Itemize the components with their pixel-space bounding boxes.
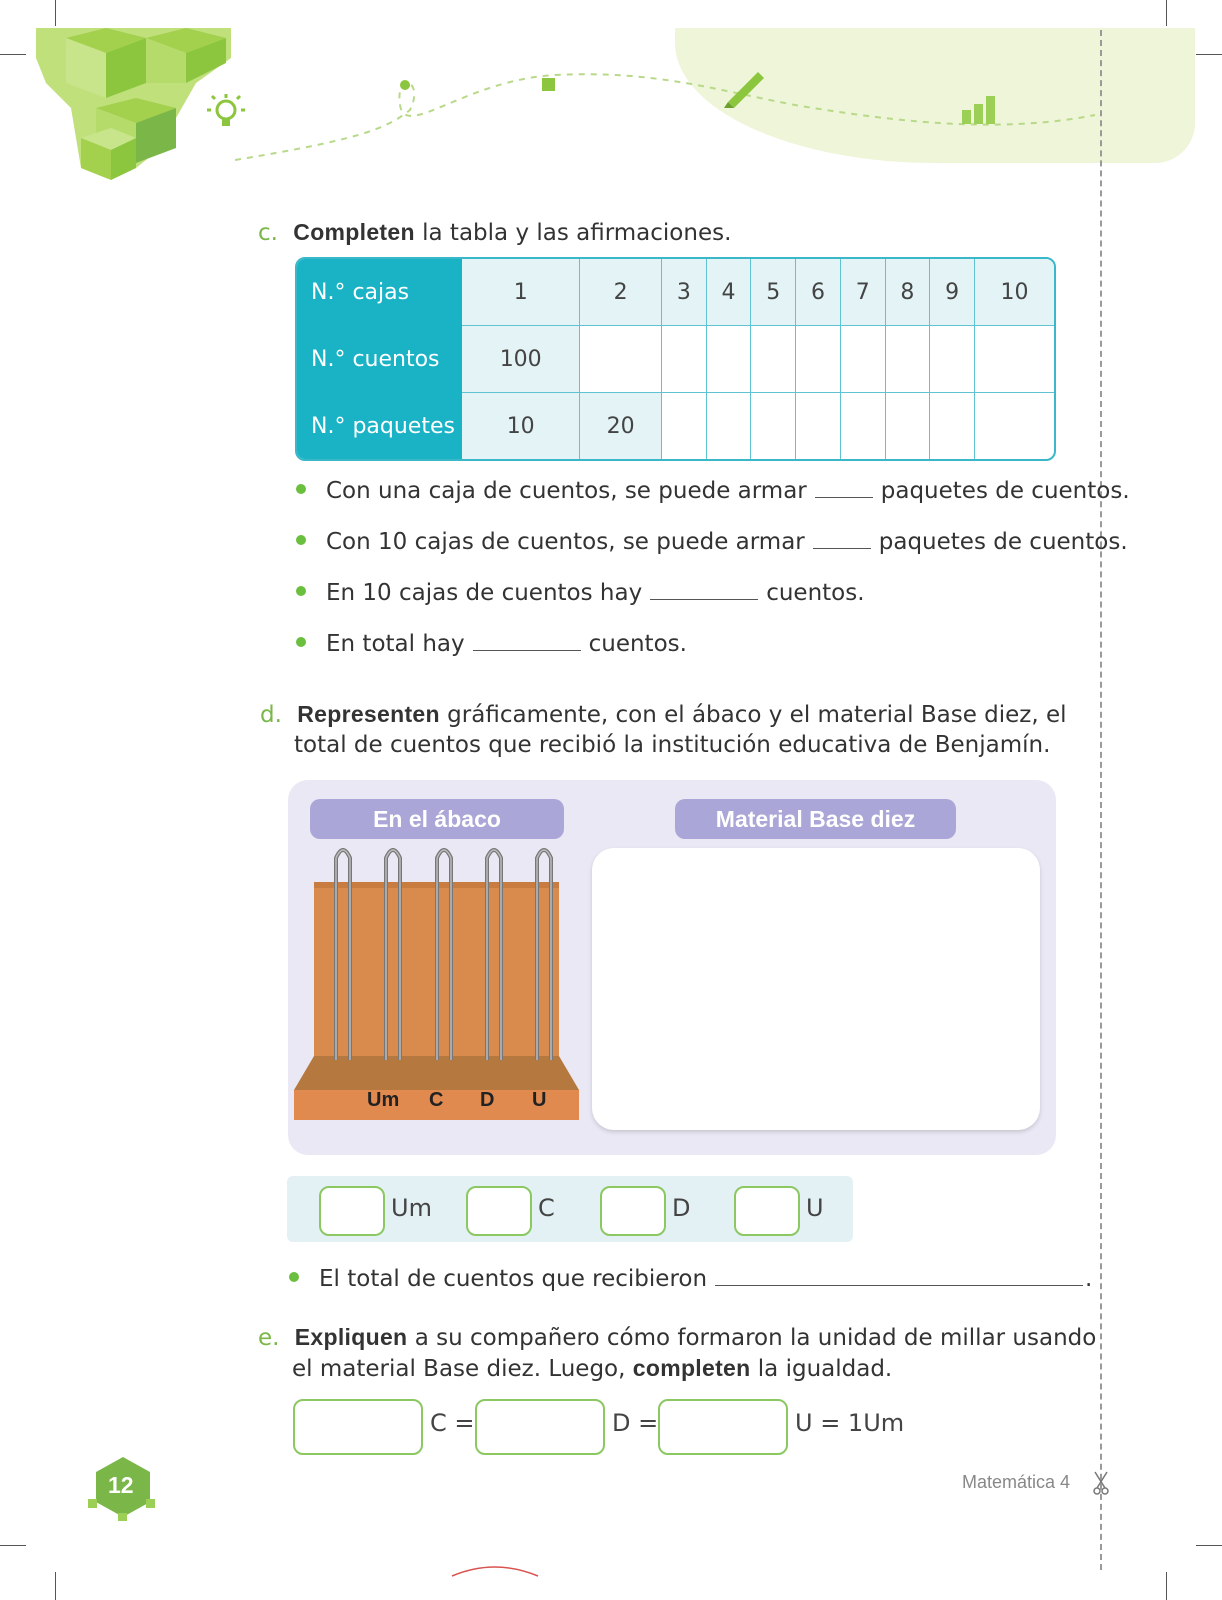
table-cell-input[interactable]: [751, 326, 796, 393]
section-e-letter: e.: [258, 1325, 280, 1351]
statement-4: [296, 631, 687, 657]
section-d-instruction: [260, 699, 1067, 760]
section-e-text-2b: la igualdad.: [750, 1356, 893, 1382]
table-cell-input[interactable]: [796, 326, 841, 393]
equality-c-label: C =: [430, 1409, 475, 1437]
answer-blank[interactable]: [813, 547, 871, 549]
statement-text: cuentos.: [766, 580, 865, 606]
table-cell: 1: [462, 259, 580, 326]
bullet-icon: [296, 535, 306, 545]
u-label: U: [806, 1194, 824, 1222]
answer-blank[interactable]: [473, 649, 581, 651]
section-c-verb: Completen: [293, 219, 415, 245]
statement-text: Con una caja de cuentos, se puede armar: [326, 478, 807, 504]
row-header-cuentos: N.° cuentos: [297, 326, 462, 393]
statement-text: paquetes de cuentos.: [878, 529, 1128, 555]
cut-line: [1100, 30, 1102, 1570]
table-cell-input[interactable]: [886, 326, 931, 393]
table-row-paquetes: [297, 393, 1054, 459]
table-cell-input[interactable]: [707, 326, 752, 393]
c-label: C: [538, 1194, 555, 1222]
bar-chart-icon: [960, 90, 1008, 126]
table-cell: 9: [930, 259, 975, 326]
statement-3: [296, 580, 865, 606]
um-input-box[interactable]: [319, 1186, 385, 1236]
section-c-instruction: [258, 217, 731, 248]
statement-text: En total hay: [326, 631, 465, 657]
section-d-text: gráficamente, con el ábaco y el material Base diez, el: [439, 702, 1067, 728]
bullet-icon: [296, 484, 306, 494]
crop-mark: [1196, 1545, 1222, 1546]
scissors-icon: [1091, 1470, 1111, 1496]
statement-text: cuentos.: [588, 631, 687, 657]
crop-mark: [1166, 0, 1167, 26]
section-d-text-line2: total de cuentos que recibió la institución educativa de Benjamín.: [294, 732, 1051, 758]
equality-c-box[interactable]: [293, 1399, 423, 1455]
abacus-label-um: Um: [367, 1089, 400, 1111]
table-cell-input[interactable]: [580, 326, 662, 393]
book-title: Matemática 4: [962, 1472, 1071, 1492]
base-ten-drawing-area[interactable]: [592, 848, 1040, 1130]
d-input-box[interactable]: [600, 1186, 666, 1236]
um-label: Um: [391, 1194, 432, 1222]
section-e-text: a su compañero cómo formaron la unidad de millar usando: [407, 1325, 1097, 1351]
table-cell-input[interactable]: [975, 326, 1054, 393]
table-cell: 4: [707, 259, 752, 326]
table-row-cajas: [297, 259, 1054, 326]
bullet-icon: [296, 586, 306, 596]
crop-mark: [55, 1572, 56, 1600]
row-header-cajas: N.° cajas: [297, 259, 462, 326]
section-e-text-2a: el material Base diez. Luego,: [292, 1356, 633, 1382]
crop-mark: [0, 1545, 26, 1546]
binding-arc: [450, 1560, 540, 1580]
crop-mark: [0, 54, 26, 55]
statement-2: [296, 529, 1128, 555]
section-e-instruction: [258, 1322, 1096, 1384]
table-cell: 100: [462, 326, 580, 393]
table-cell: 7: [841, 259, 886, 326]
table-cell-input[interactable]: [886, 393, 931, 459]
crop-mark: [55, 0, 56, 26]
table-cell-input[interactable]: [796, 393, 841, 459]
answer-blank[interactable]: [650, 598, 758, 600]
statement-1: [296, 478, 1130, 504]
section-d-verb: Representen: [297, 701, 440, 727]
bullet-icon: [296, 637, 306, 647]
data-table: [295, 257, 1056, 461]
abacus-drawing: [294, 838, 582, 1120]
c-input-box[interactable]: [466, 1186, 532, 1236]
table-cell-input[interactable]: [975, 393, 1054, 459]
u-input-box[interactable]: [734, 1186, 800, 1236]
table-cell-input[interactable]: [707, 393, 752, 459]
abacus-title: En el ábaco: [310, 799, 564, 839]
statement-text: En 10 cajas de cuentos hay: [326, 580, 643, 606]
section-c-text: la tabla y las afirmaciones.: [414, 220, 732, 246]
section-e-verb: Expliquen: [294, 1324, 408, 1350]
abacus-label-u: U: [532, 1089, 547, 1111]
total-statement-end: .: [1085, 1266, 1093, 1292]
equality-d-label: D =: [612, 1409, 659, 1437]
table-row-cuentos: [297, 326, 1054, 393]
section-c-letter: c.: [258, 220, 278, 246]
total-statement: [289, 1266, 1092, 1292]
answer-blank[interactable]: [815, 496, 873, 498]
statement-text: Con 10 cajas de cuentos, se puede armar: [326, 529, 805, 555]
crop-mark: [1196, 54, 1222, 55]
table-cell: 2: [580, 259, 662, 326]
table-cell-input[interactable]: [662, 393, 707, 459]
table-cell-input[interactable]: [841, 326, 886, 393]
total-statement-text: El total de cuentos que recibieron: [319, 1266, 708, 1292]
abacus-label-c: C: [429, 1089, 444, 1111]
pencil-icon: [722, 66, 768, 108]
abacus-label-d: D: [480, 1089, 495, 1111]
table-cell: 3: [662, 259, 707, 326]
table-cell-input[interactable]: [930, 326, 975, 393]
table-cell-input[interactable]: [841, 393, 886, 459]
table-cell: 20: [580, 393, 662, 459]
table-cell: 8: [886, 259, 931, 326]
section-e-line2: [292, 1353, 1096, 1384]
d-label: D: [672, 1194, 691, 1222]
table-cell-input[interactable]: [930, 393, 975, 459]
row-header-paquetes: N.° paquetes: [297, 393, 462, 459]
bullet-icon: [289, 1272, 299, 1282]
statement-text: paquetes de cuentos.: [880, 478, 1130, 504]
base-ten-title: Material Base diez: [675, 799, 956, 839]
table-cell-input[interactable]: [751, 393, 796, 459]
page-number: 12: [108, 1472, 134, 1498]
equality-u-box[interactable]: [658, 1399, 788, 1455]
equality-d-box[interactable]: [475, 1399, 605, 1455]
table-cell-input[interactable]: [662, 326, 707, 393]
equality-u-label: U = 1Um: [795, 1409, 905, 1437]
table-cell: 10: [975, 259, 1054, 326]
table-cell: 10: [462, 393, 580, 459]
section-d-letter: d.: [260, 702, 282, 728]
crop-mark: [1166, 1572, 1167, 1600]
answer-blank[interactable]: [715, 1284, 1083, 1286]
table-cell: 5: [751, 259, 796, 326]
table-cell: 6: [796, 259, 841, 326]
section-e-verb-2: completen: [632, 1355, 751, 1381]
